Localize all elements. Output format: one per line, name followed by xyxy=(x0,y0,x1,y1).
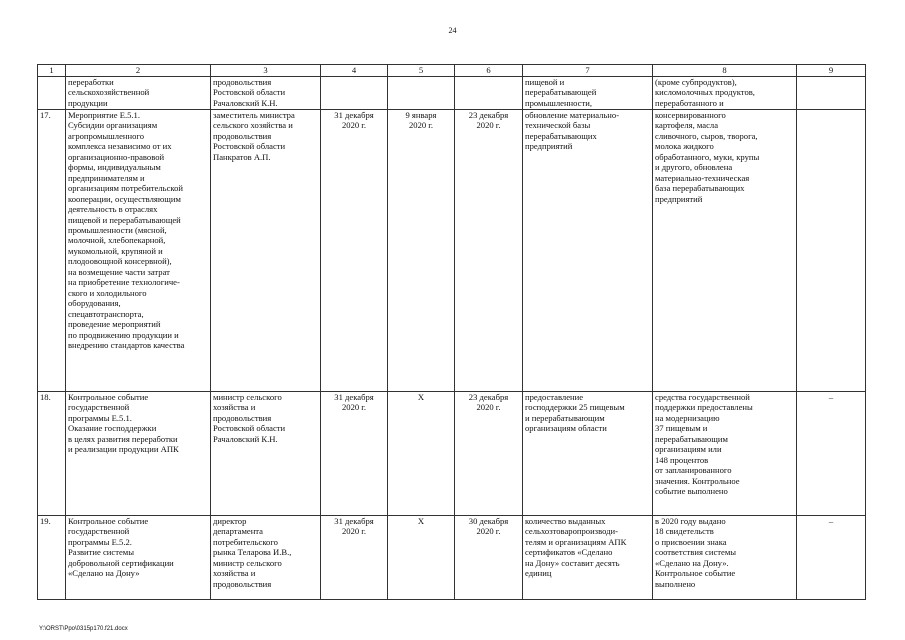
expected-result-cell: пищевой и перерабатывающей промышленности, xyxy=(523,77,653,110)
column-header: 4 xyxy=(321,65,388,77)
end-date-cell: 23 декабря 2020 г. xyxy=(455,110,523,392)
start-date-cell: Х xyxy=(388,516,455,600)
column-header: 8 xyxy=(653,65,797,77)
responsible-cell: заместитель министра сельского хозяйства и продовольствия Ростовской области Панкратов А.П. xyxy=(211,110,321,392)
start-date-cell: 9 января 2020 г. xyxy=(388,110,455,392)
notes-cell xyxy=(797,77,866,110)
end-date-cell: 30 декабря 2020 г. xyxy=(455,516,523,600)
actual-result-cell: в 2020 году выдано 18 свидетельств о присвоении знака соответствия системы «Сделано на Дону». Контрольное событие выполнено xyxy=(653,516,797,600)
responsible-cell: министр сельского хозяйства и продовольствия Ростовской области Рачаловский К.Н. xyxy=(211,392,321,516)
expected-result-cell: предоставление господдержки 25 пищевым и перерабатывающим организациям области xyxy=(523,392,653,516)
start-date-cell: Х xyxy=(388,392,455,516)
notes-cell: – xyxy=(797,392,866,516)
planned-date-cell: 31 декабря 2020 г. xyxy=(321,110,388,392)
expected-result-cell: обновление материально- технической базы перерабатывающих предприятий xyxy=(523,110,653,392)
table-row xyxy=(38,77,866,110)
column-header: 1 xyxy=(38,65,66,77)
column-header: 9 xyxy=(797,65,866,77)
table-row xyxy=(38,110,866,392)
column-number-row xyxy=(38,65,866,77)
actual-result-cell: (кроме субпродуктов), кисломолочных продуктов, переработанного и xyxy=(653,77,797,110)
file-path-footer: Y:\ORST\Ppo\0315p170.f21.docx xyxy=(39,626,128,632)
row-number xyxy=(38,77,66,110)
row-number: 17. xyxy=(38,110,66,392)
responsible-cell: директор департамента потребительского рынка Теларова И.В., министр сельского хозяйства и продовольствия xyxy=(211,516,321,600)
column-header: 2 xyxy=(66,65,211,77)
end-date-cell xyxy=(455,77,523,110)
actual-result-cell: средства государственной поддержки предоставлены на модернизацию 37 пищевым и перерабатывающим организациям или 148 процентов от запланированного значения. Контрольное событие выполнено xyxy=(653,392,797,516)
planned-date-cell: 31 декабря 2020 г. xyxy=(321,392,388,516)
page-number: 24 xyxy=(448,26,457,35)
report-table xyxy=(37,64,866,600)
notes-cell xyxy=(797,110,866,392)
planned-date-cell: 31 декабря 2020 г. xyxy=(321,516,388,600)
actual-result-cell: консервированного картофеля, масла сливочного, сыров, творога, молока жидкого обработанного, муки, крупы и другого, обновлена материально-техническая база перерабатывающих предприятий xyxy=(653,110,797,392)
expected-result-cell: количество выданных сельхозтоваропроизводи- телям и организациям АПК сертификатов «Сделано на Дону» составит десять единиц xyxy=(523,516,653,600)
row-number: 19. xyxy=(38,516,66,600)
event-cell: переработки сельскохозяйственной продукции xyxy=(66,77,211,110)
end-date-cell: 23 декабря 2020 г. xyxy=(455,392,523,516)
table-row xyxy=(38,392,866,516)
column-header: 5 xyxy=(388,65,455,77)
row-number: 18. xyxy=(38,392,66,516)
responsible-cell: продовольствия Ростовской области Рачаловский К.Н. xyxy=(211,77,321,110)
notes-cell: – xyxy=(797,516,866,600)
column-header: 6 xyxy=(455,65,523,77)
planned-date-cell xyxy=(321,77,388,110)
start-date-cell xyxy=(388,77,455,110)
table-row xyxy=(38,516,866,600)
event-cell: Контрольное событие государственной программы Е.5.1. Оказание господдержки в целях развития переработки и реализации продукции АПК xyxy=(66,392,211,516)
column-header: 3 xyxy=(211,65,321,77)
event-cell: Мероприятие Е.5.1. Субсидии организациям агропромышленного комплекса независимо от их организационно-правовой формы, индивидуальным предпринимателям и организациям потребительской кооперации, осуществляющим деятельность в отраслях пищевой и перерабатывающей промышленности (мясной, молочной, хлебопекарной, мукомольной, крупяной и плодоовощной консервной), на возмещение части затрат на приобретение технологиче- ского и холодильного оборудования, спецавтотранспорта, проведение мероприятий по продвижению продукции и внедрению стандартов качества xyxy=(66,110,211,392)
column-header: 7 xyxy=(523,65,653,77)
event-cell: Контрольное событие государственной программы Е.5.2. Развитие системы добровольной сертификации «Сделано на Дону» xyxy=(66,516,211,600)
